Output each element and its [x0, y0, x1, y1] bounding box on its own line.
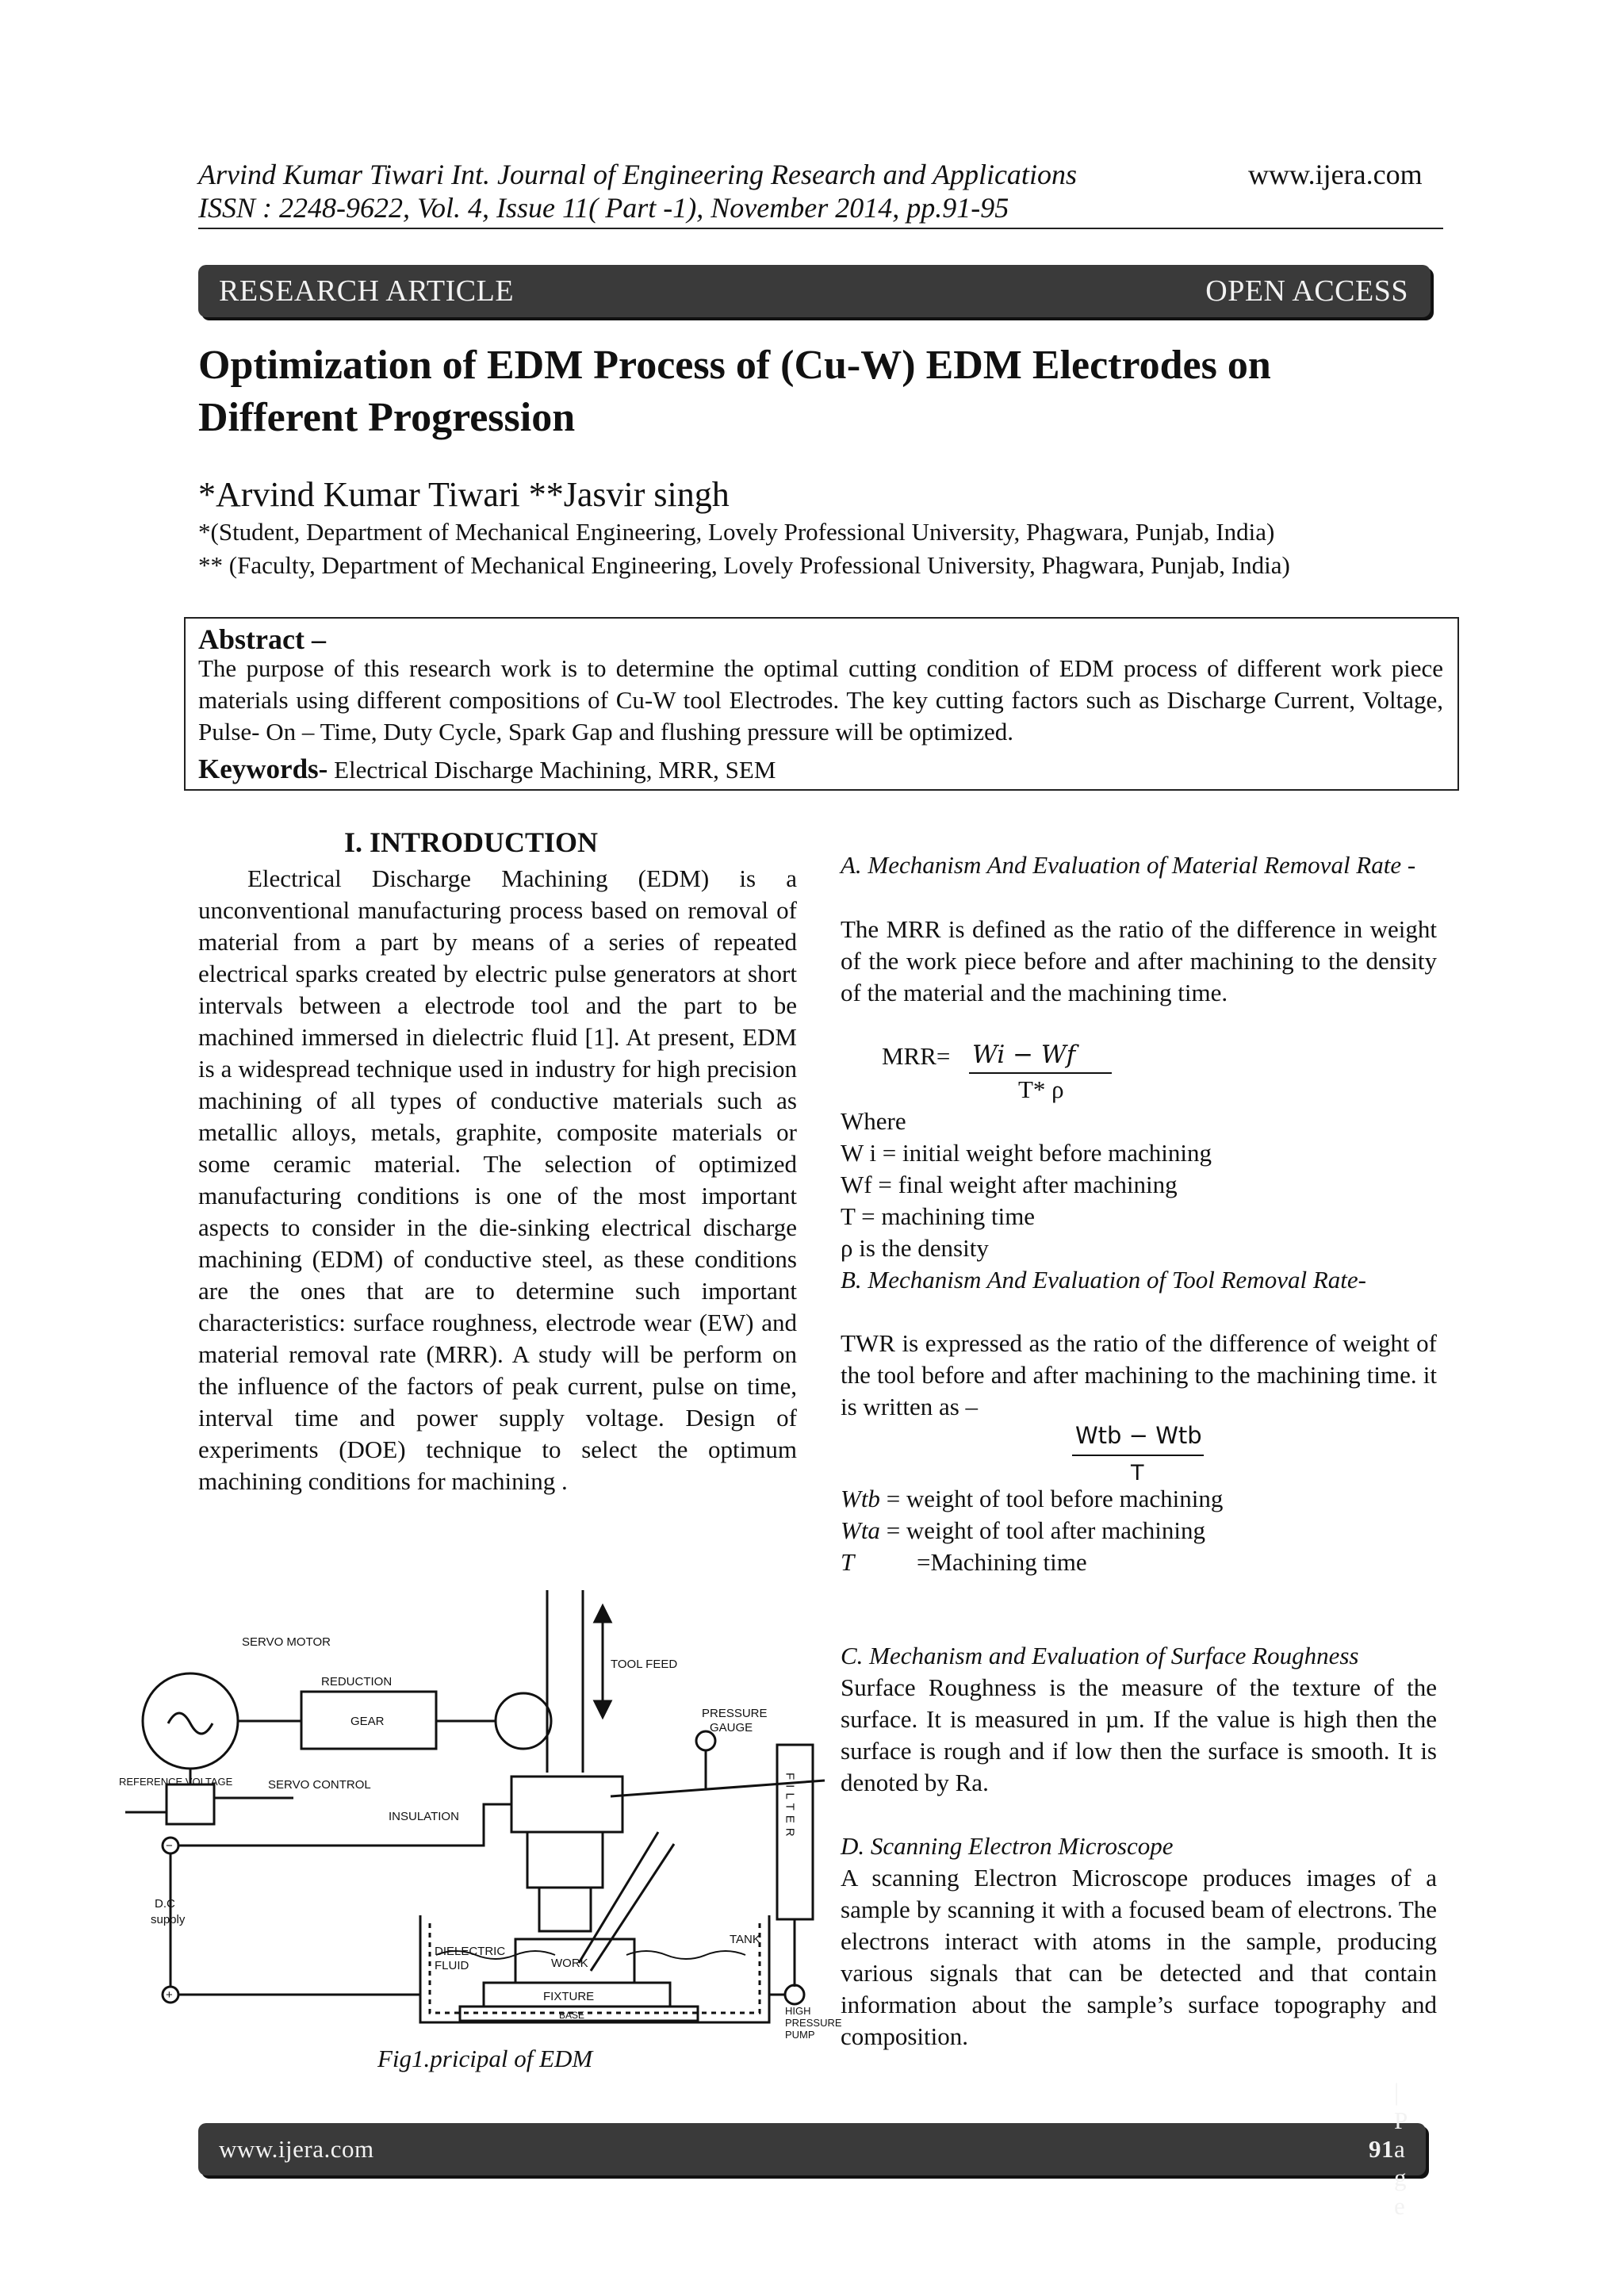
- electrode-holder: [511, 1777, 622, 1832]
- footer-url[interactable]: www.ijera.com: [219, 2135, 374, 2163]
- open-access-label: OPEN ACCESS: [1205, 274, 1408, 308]
- servo-control-box: [167, 1784, 214, 1824]
- dc-supply-label-2: supply: [151, 1913, 186, 1926]
- reduction-label: REDUCTION: [321, 1675, 393, 1688]
- abstract-text: The purpose of this research work is to determine the optimal cutting condition of EDM process of different work piece materials using different compositions of Cu-W tool Electrodes. The key cutting factors such as Discharge Current, Voltage, Pulse- On – Time, Duty Cycle, Spark Gap and flushing pressure will be optimized.: [198, 654, 1443, 746]
- gear-label: GEAR: [350, 1715, 385, 1728]
- section-c-text: Surface Roughness is the measure of the texture of the surface. It is measured in µm. If the value is high then the surface is rough and if low then the surface is smooth. It is denoted by Ra.: [841, 1673, 1437, 1796]
- base-label: BASE: [559, 2010, 585, 2021]
- edm-principle-figure: [119, 1590, 842, 2041]
- figure-caption: Fig1.pricipal of EDM: [377, 2045, 593, 2072]
- journal-citation-line2: ISSN : 2248-9622, Vol. 4, Issue 11( Part -1), November 2014, pp.91-95: [198, 192, 1009, 224]
- tank-label: TANK: [730, 1933, 760, 1946]
- dielectric-fluid-label-2: FLUID: [435, 1959, 469, 1972]
- affiliation-1: *(Student, Department of Mechanical Engineering, Lovely Professional University, Phagwara, Punjab, India): [198, 518, 1275, 546]
- pump-label-2: PRESSURE: [785, 2017, 842, 2029]
- abstract-heading: Abstract –: [198, 623, 326, 655]
- pump-icon: [785, 1985, 804, 2004]
- twr-fraction-bar: [1072, 1455, 1204, 1456]
- page-footer: [198, 2078, 1426, 2220]
- servo-motor-label: SERVO MOTOR: [242, 1635, 331, 1649]
- insulation-label: INSULATION: [389, 1810, 459, 1823]
- dielectric-fluid-label-1: DIELECTRIC: [435, 1945, 506, 1958]
- affiliation-2: ** (Faculty, Department of Mechanical Engineering, Lovely Professional University, Phagwara, Punjab, India): [198, 551, 1290, 579]
- authors: *Arvind Kumar Tiwari **Jasvir singh: [198, 475, 730, 514]
- mrr-formula-label: MRR=: [882, 1042, 951, 1070]
- tool-feed-arrow-down-icon: [595, 1701, 611, 1717]
- journal-url[interactable]: www.ijera.com: [1248, 159, 1423, 190]
- plus-sign: +: [166, 1988, 173, 2002]
- journal-citation-line1: Arvind Kumar Tiwari Int. Journal of Engineering Research and Applications: [198, 159, 1077, 190]
- paper-title: [198, 339, 1467, 444]
- twr-def-wta-text: = weight of tool after machining: [879, 1516, 1205, 1544]
- page-label: | P a g e: [1394, 2078, 1408, 2220]
- mrr-formula-denominator: T* ρ: [1018, 1075, 1064, 1103]
- work-label: WORK: [551, 1957, 588, 1970]
- tool-feed-label: TOOL FEED: [611, 1658, 678, 1671]
- mrr-def-wf: Wf = final weight after machining: [841, 1171, 1178, 1198]
- mrr-def-rho: ρ is the density: [841, 1234, 989, 1262]
- pressure-gauge-label-2: GAUGE: [710, 1721, 753, 1734]
- introduction-text: Electrical Discharge Machining (EDM) is a unconventional manufacturing process based on removal of material from a part by means of a series of repeated electrical sparks created by electric pulse generators at short intervals between a electrode tool and the part to be machined immersed in dielectric fluid [1]. At present, EDM is a widespread technique used in industry for high precision machining of all types of conductive materials such as metallic alloys, metals, graphite, composite materials or some ceramic material. The selection of optimized manufacturing conditions is one of the most important aspects to consider in the die-sinking electrical discharge machining (EDM) of conductive steel, as these conditions are the ones that are to determine such important characteristics: surface roughness, electrode wear (EW) and material removal rate (MRR). A study will be perform on the influence of the factors of peak current, pulse on time, interval time and power supply voltage. Design of experiments (DOE) technique to select the optimum machining conditions for machining .: [198, 864, 797, 1495]
- fixture-label: FIXTURE: [543, 1990, 595, 2003]
- where-label: Where: [841, 1107, 906, 1135]
- twr-formula-numerator: Wtb − Wtb: [1075, 1422, 1202, 1449]
- minus-sign: −: [166, 1839, 173, 1853]
- research-article-label: RESEARCH ARTICLE: [219, 274, 515, 308]
- keywords-list: Electrical Discharge Machining, MRR, SEM: [327, 756, 776, 784]
- feed-wheel-icon: [496, 1693, 551, 1749]
- twr-formula-denominator: T: [1131, 1461, 1144, 1485]
- mrr-formula-numerator: Wi − Wf: [972, 1041, 1076, 1069]
- article-type-banner: [198, 265, 1431, 317]
- twr-def-wta: [841, 1515, 1205, 1547]
- reference-voltage-label: REFERENCE VOLTAGE: [119, 1776, 233, 1788]
- tool-feed-arrow-up-icon: [595, 1606, 611, 1622]
- twr-def-wtb: [841, 1483, 1223, 1515]
- mrr-def-t: T = machining time: [841, 1202, 1036, 1230]
- twr-def-t-text: =Machining time: [917, 1548, 1087, 1576]
- paper-title-line1: Optimization of EDM Process of (Cu-W) EDM Electrodes on: [198, 343, 1271, 388]
- twr-sym-t: T: [841, 1548, 855, 1576]
- header-rule: [198, 228, 1443, 229]
- section-a-text: The MRR is defined as the ratio of the difference in weight of the work piece before and after machining to the density of the material and the machining time.: [841, 915, 1437, 1006]
- page-number: [1369, 2078, 1408, 2220]
- section-c-heading: C. Mechanism and Evaluation of Surface Roughness: [841, 1642, 1359, 1669]
- section-b-text: TWR is expressed as the ratio of the difference of weight of the tool before and after machining to the machining time. it is written as –: [841, 1329, 1437, 1420]
- servo-control-label: SERVO CONTROL: [268, 1778, 371, 1792]
- section-b-heading: B. Mechanism And Evaluation of Tool Removal Rate-: [841, 1266, 1366, 1294]
- insulation-block: [527, 1832, 603, 1888]
- keywords: [198, 752, 776, 788]
- twr-sym-wta: Wta: [841, 1516, 880, 1544]
- dc-supply-label-1: D.C: [155, 1897, 175, 1911]
- section-d-heading: D. Scanning Electron Microscope: [841, 1832, 1174, 1860]
- mrr-def-wi: W i = initial weight before machining: [841, 1139, 1212, 1167]
- keywords-label: Keywords-: [198, 753, 328, 784]
- pump-label-1: HIGH: [785, 2005, 811, 2017]
- page-number-value: 91: [1369, 2135, 1394, 2163]
- filter-label: FILTER: [783, 1773, 797, 1842]
- twr-def-t: [841, 1547, 1087, 1578]
- twr-def-wtb-text: = weight of tool before machining: [879, 1485, 1224, 1512]
- pump-label-3: PUMP: [785, 2029, 815, 2041]
- section-d-text: A scanning Electron Microscope produces images of a sample by scanning it with a focused beam of electrons. The electrons interact with atoms in the sample, producing various signals that can be detected and that contain information about the sample’s surface topography and composition.: [841, 1864, 1437, 2050]
- ac-wave-icon: [168, 1713, 213, 1734]
- section-a-heading: A. Mechanism And Evaluation of Material Removal Rate -: [841, 851, 1416, 879]
- introduction-heading: I. INTRODUCTION: [344, 826, 599, 858]
- twr-sym-wtb: Wtb: [841, 1485, 880, 1512]
- electrode: [539, 1888, 591, 1931]
- paper-title-line2: Different Progression: [198, 395, 576, 440]
- pressure-gauge-label-1: PRESSURE: [702, 1707, 768, 1720]
